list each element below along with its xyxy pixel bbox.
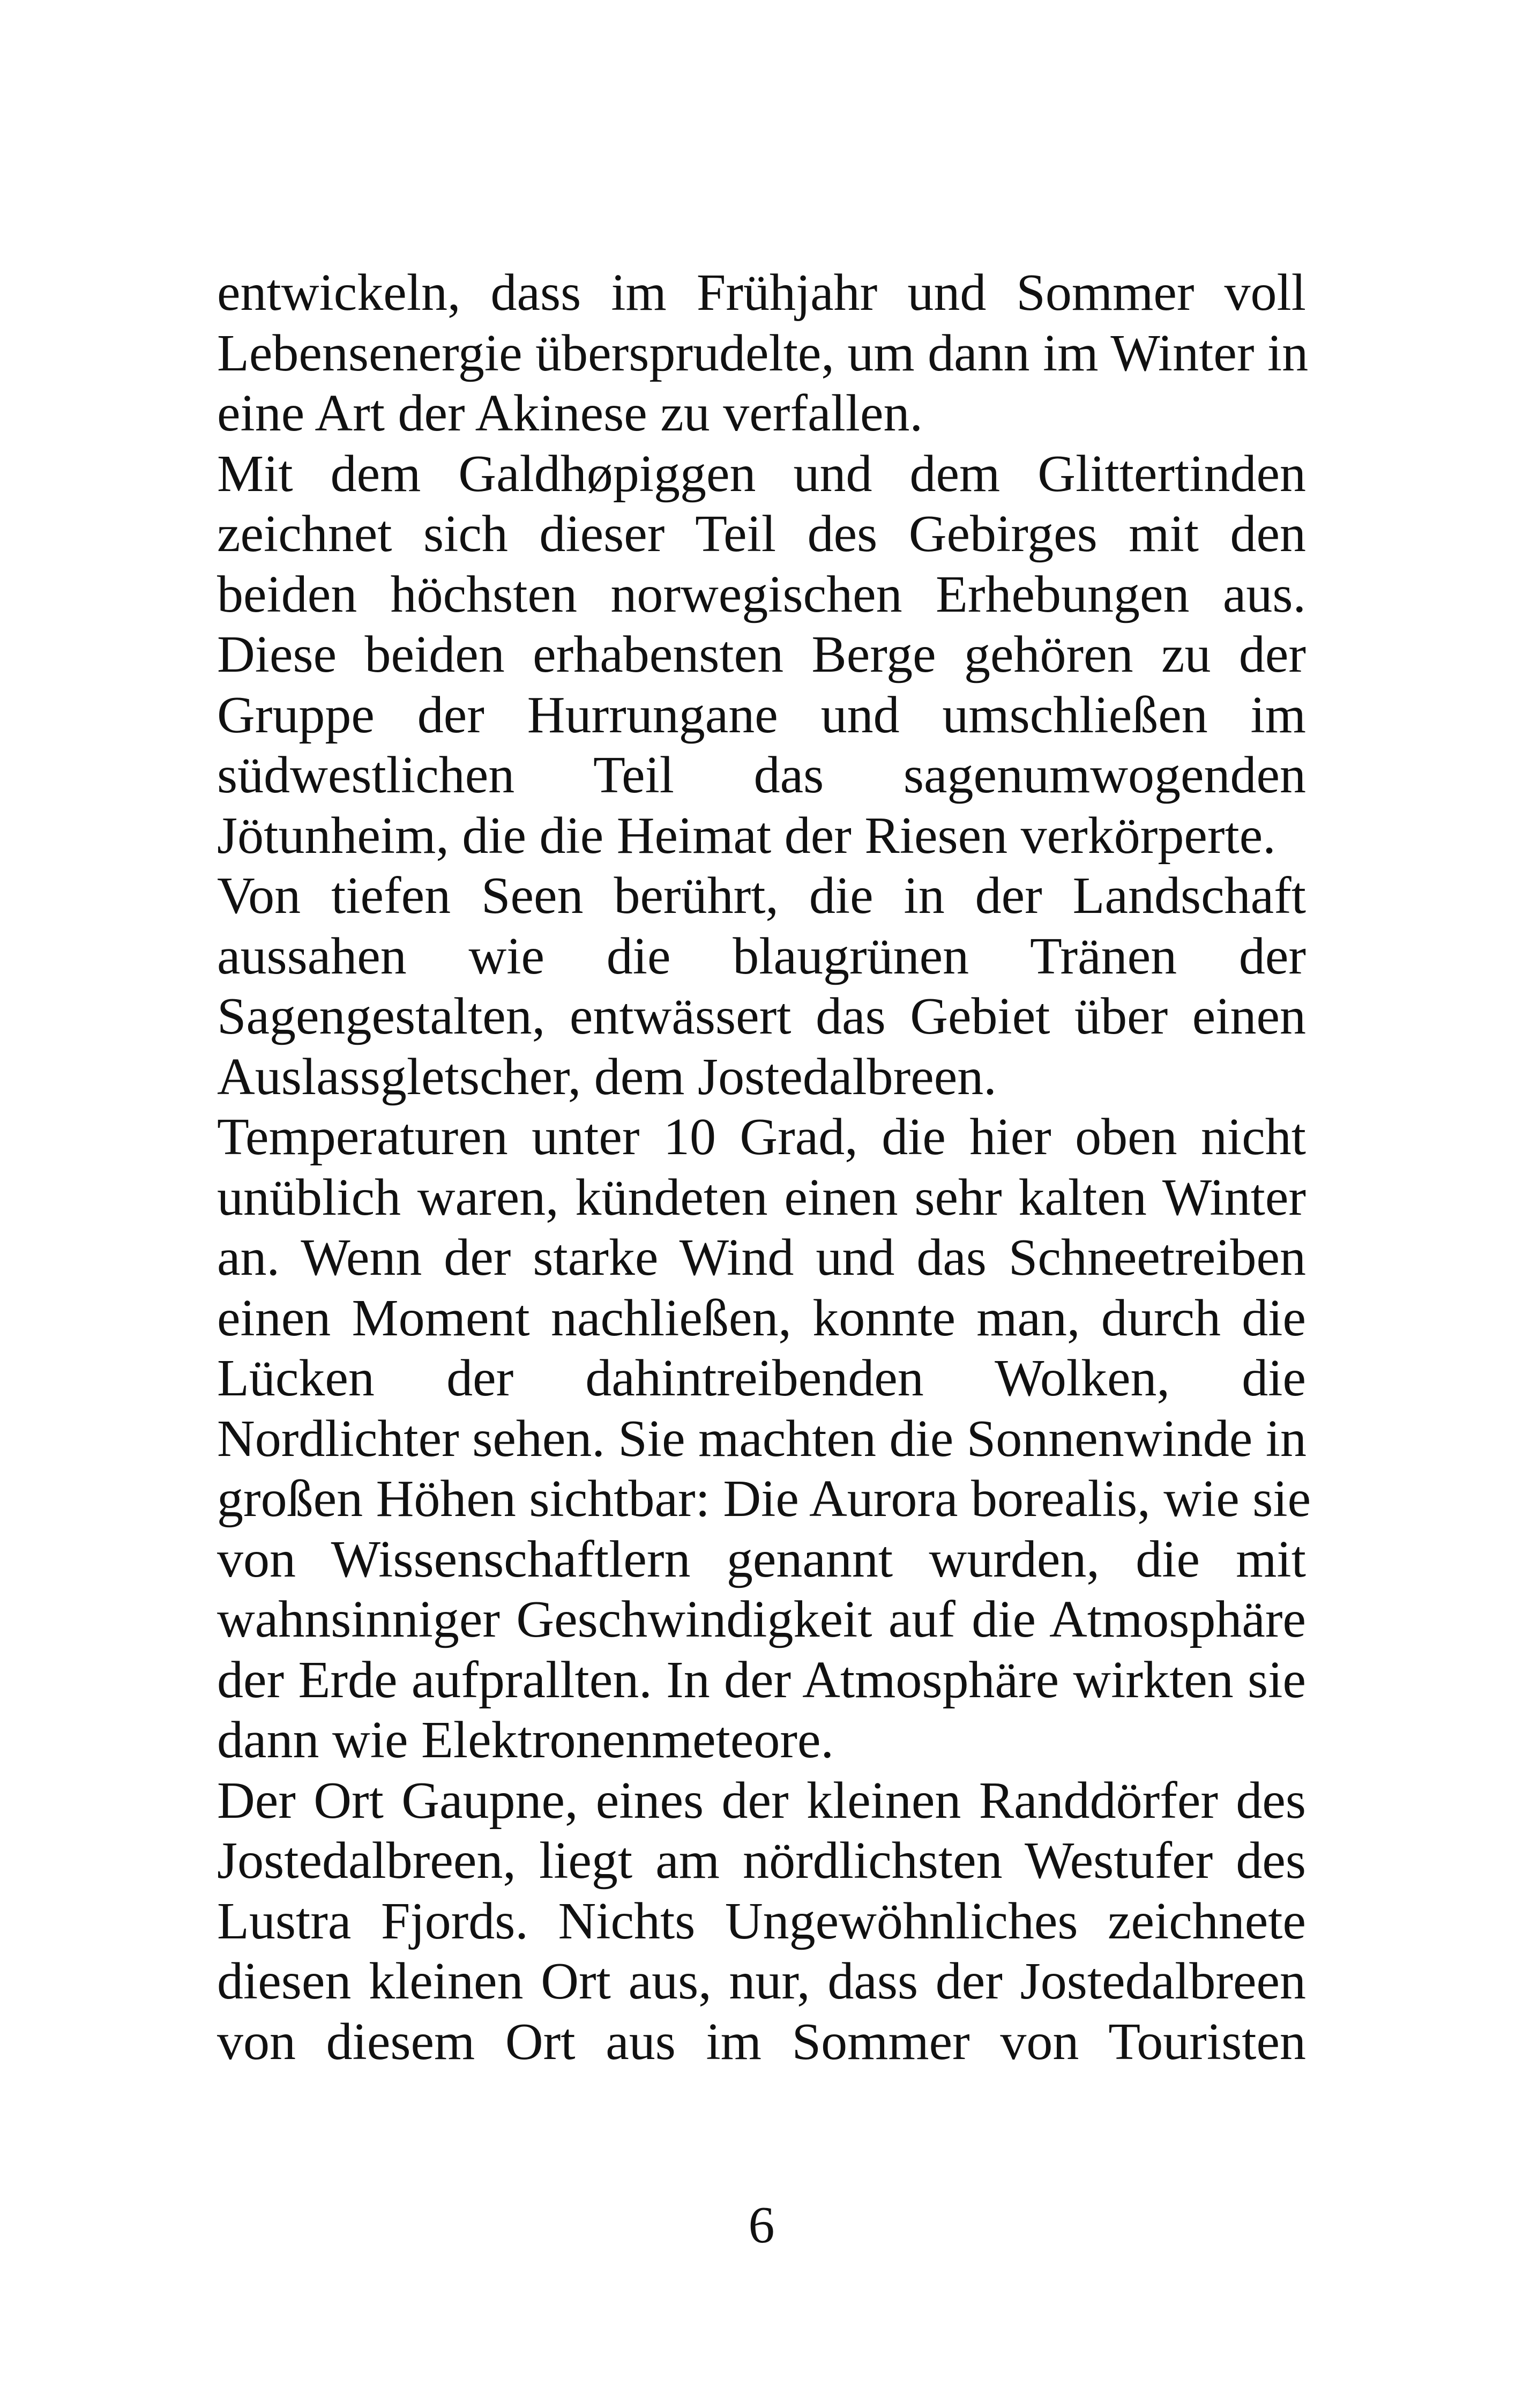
- text-line: Auslassgletscher, dem Jostedalbreen.: [217, 1047, 997, 1106]
- text-line: an. Wenn der starke Wind und das Schneetreiben: [217, 1229, 1306, 1287]
- text-line: einen Moment nachließen, konnte man, durch die: [217, 1289, 1306, 1347]
- text-line: dann wie Elektronenmeteore.: [217, 1711, 834, 1769]
- text-line: eine Art der Akinese zu verfallen.: [217, 384, 923, 442]
- text-line: aussahen wie die blaugrünen Tränen der: [217, 927, 1306, 985]
- text-line: südwestlichen Teil das sagenumwogenden: [217, 746, 1306, 804]
- text-line: diesen kleinen Ort aus, nur, dass der Jostedalbreen: [217, 1952, 1306, 2010]
- text-line: Jötunheim, die die Heimat der Riesen verkörperte.: [217, 806, 1276, 865]
- text-line: Jostedalbreen, liegt am nördlichsten Westufer des: [217, 1832, 1306, 1890]
- paragraph: [217, 1771, 1306, 2072]
- text-line: beiden höchsten norwegischen Erhebungen aus.: [217, 565, 1306, 623]
- text-line: der Erde aufprallten. In der Atmosphäre wirkten sie: [217, 1651, 1306, 1709]
- text-line: Von tiefen Seen berührt, die in der Landschaft: [217, 867, 1306, 925]
- text-line: Gruppe der Hurrungane und umschließen im: [217, 686, 1306, 744]
- text-line: Diese beiden erhabensten Berge gehören zu der: [217, 626, 1306, 683]
- paragraph: [217, 444, 1306, 866]
- page-number: 6: [748, 2196, 775, 2254]
- text-line: Lustra Fjords. Nichts Ungewöhnliches zeichnete: [217, 1892, 1306, 1950]
- text-line: zeichnet sich dieser Teil des Gebirges mit den: [217, 505, 1306, 563]
- page-body-text: [217, 263, 1311, 2072]
- text-line: von diesem Ort aus im Sommer von Touristen: [217, 2012, 1306, 2071]
- text-line: Sagengestalten, entwässert das Gebiet über einen: [217, 987, 1306, 1045]
- text-line: Temperaturen unter 10 Grad, die hier oben nicht: [217, 1108, 1306, 1166]
- text-line: Nordlichter sehen. Sie machten die Sonnenwinde in: [217, 1409, 1307, 1468]
- paragraph: [217, 263, 1309, 444]
- text-line: Lebensenergie übersprudelte, um dann im Winter in: [217, 324, 1309, 382]
- text-line: unüblich waren, kündeten einen sehr kalten Winter: [217, 1168, 1306, 1227]
- text-line: wahnsinniger Geschwindigkeit auf die Atmosphäre: [217, 1591, 1306, 1648]
- text-line: Lücken der dahintreibenden Wolken, die: [217, 1349, 1306, 1407]
- paragraph: [217, 1107, 1311, 1771]
- paragraph: [217, 866, 1306, 1107]
- text-line: von Wissenschaftlern genannt wurden, die mit: [217, 1530, 1306, 1588]
- text-line: Der Ort Gaupne, eines der kleinen Randdörfer des: [217, 1771, 1306, 1830]
- text-line: entwickeln, dass im Frühjahr und Sommer voll: [217, 264, 1306, 322]
- text-line: Mit dem Galdhøpiggen und dem Glittertinden: [217, 444, 1306, 503]
- text-line: großen Höhen sichtbar: Die Aurora borealis, wie sie: [217, 1470, 1311, 1528]
